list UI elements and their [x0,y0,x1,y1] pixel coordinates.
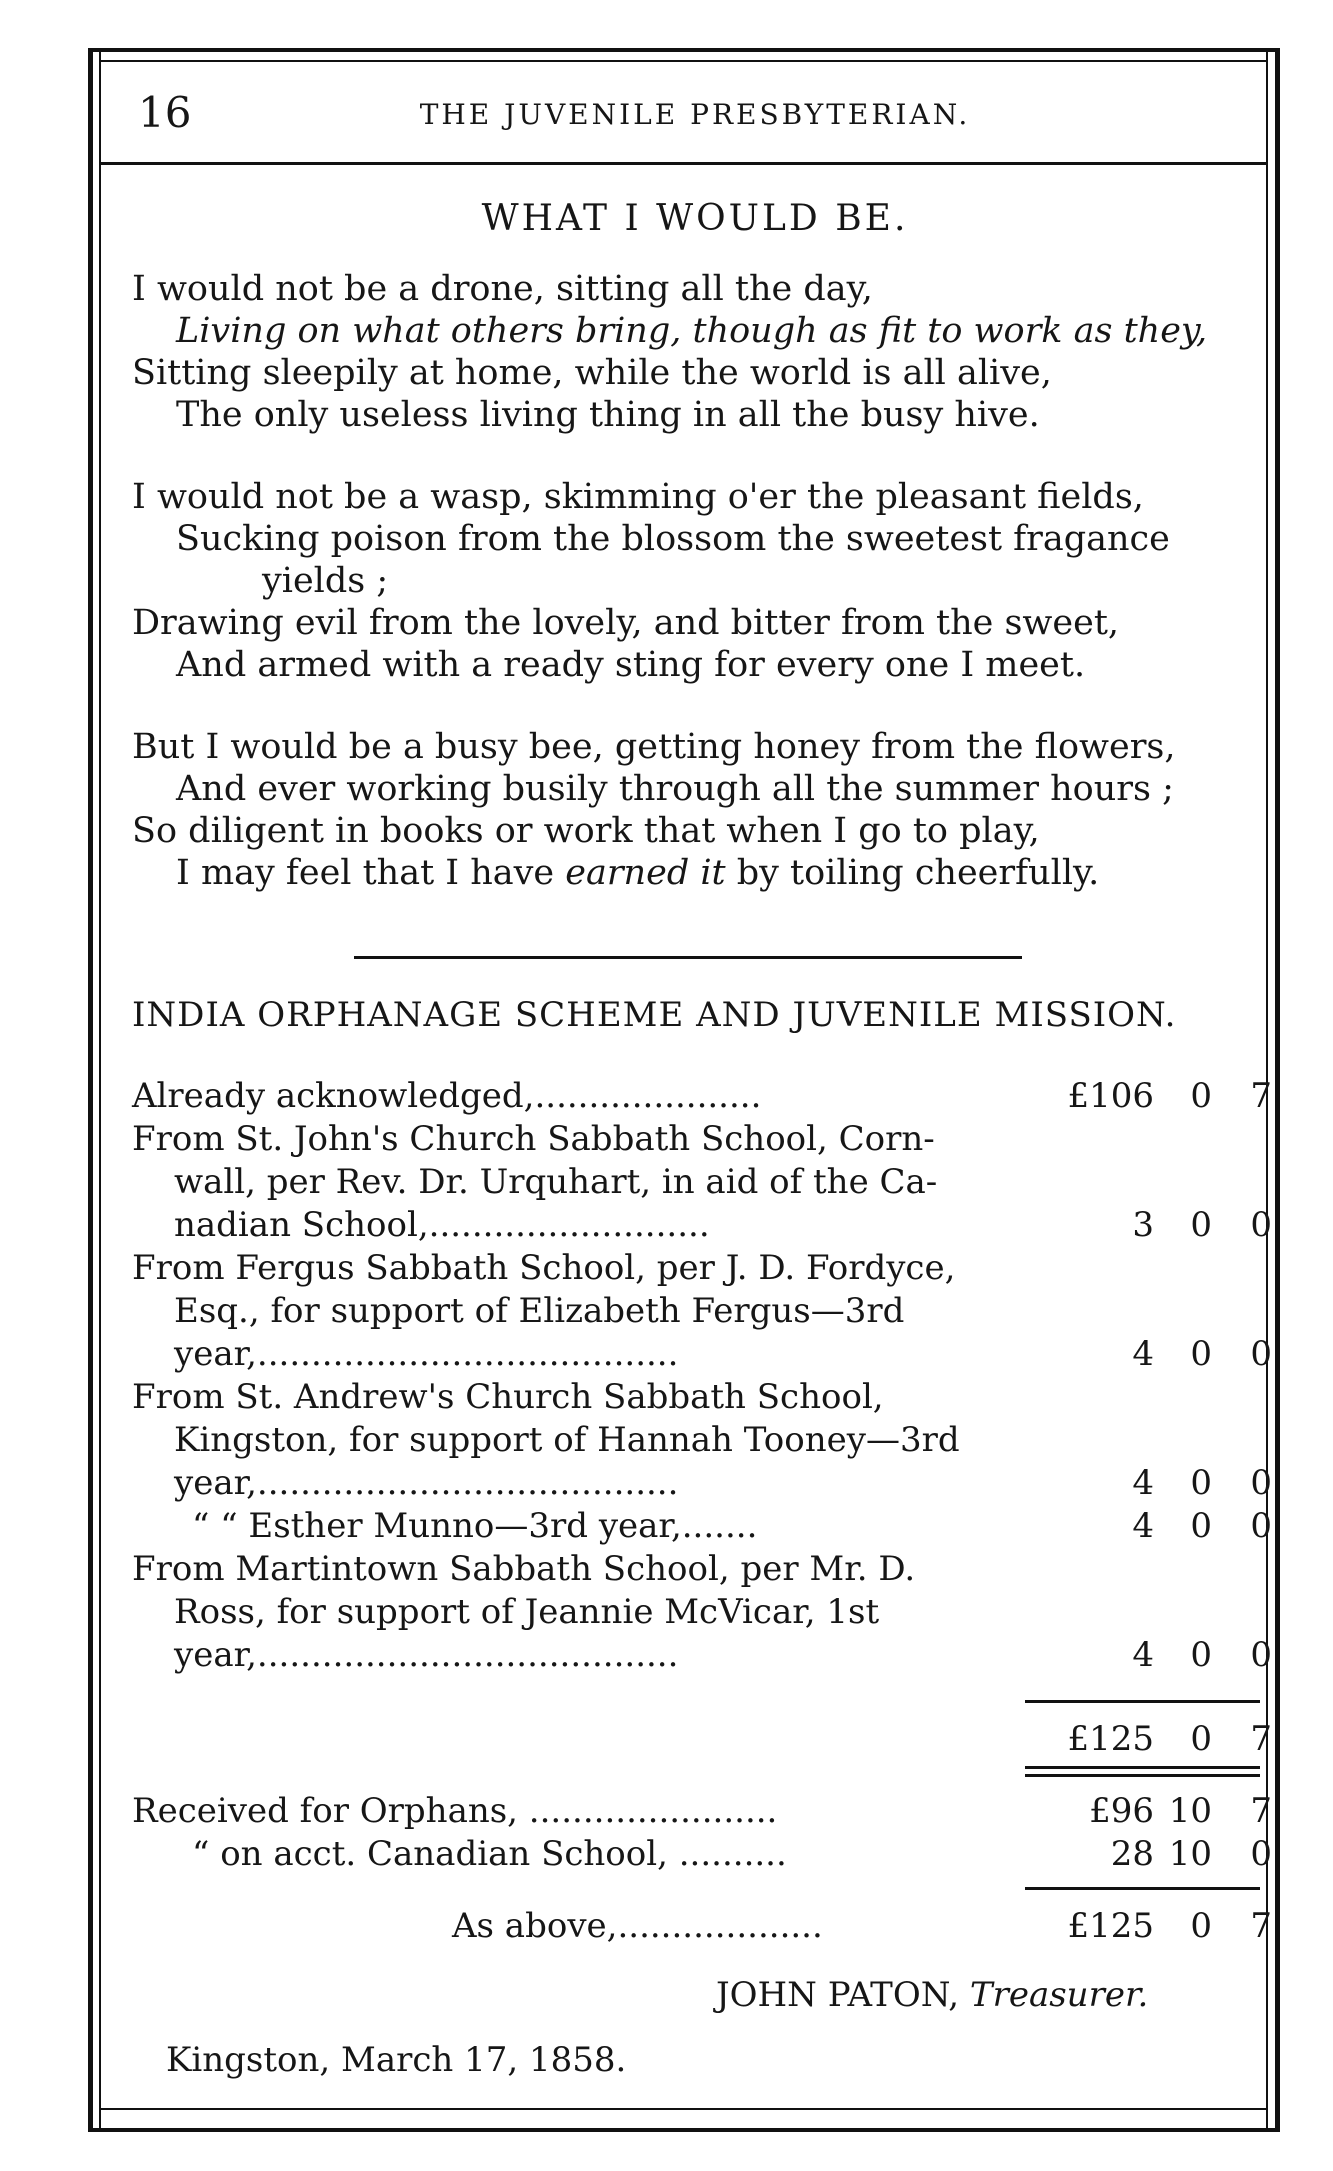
account-title: INDIA ORPHANAGE SCHEME AND JUVENILE MISSION. [132,995,1177,1035]
ledger-shillings: 10 [1168,1834,1212,1874]
stanza-gap [132,686,1272,726]
ledger-row [132,1790,1272,1833]
poem-line: And ever working busily through all the summer hours ; [176,769,1174,809]
ledger-text: wall, per Rev. Dr. Urquhart, in aid of the Ca- [174,1162,938,1202]
header-underline [99,162,1268,165]
section-divider [354,956,1022,959]
treasurer-signature [716,1975,1148,2015]
ledger-row [132,1204,1272,1247]
ledger-row [132,1718,1272,1761]
ledger-pence: 7 [1250,1076,1272,1116]
ledger-pence: 0 [1250,1506,1272,1546]
ledger-row [132,1161,1272,1204]
ledger-row [132,1462,1272,1505]
running-title: THE JUVENILE PRESBYTERIAN. [419,98,971,131]
ledger-shillings: 10 [1168,1791,1212,1831]
poem-title: WHAT I WOULD BE. [481,198,909,239]
ledger-pence: 0 [1250,1635,1272,1675]
ledger-total [132,1718,1272,1761]
ledger-text: From Fergus Sabbath School, per J. D. Fordyce, [132,1248,956,1288]
ledger-text: Received for Orphans, ....................... [132,1791,778,1831]
poem-line-part: I may feel that I have [176,853,566,893]
ledger-text: “ on acct. Canadian School, .......... [192,1834,787,1874]
ledger-shillings: 0 [1190,1906,1212,1946]
ledger-row [132,1376,1272,1419]
ledger-pounds: 3 [1132,1205,1154,1245]
ledger-text: year,....................................... [174,1463,679,1503]
poem-line: But I would be a busy bee, getting honey from the flowers, [132,727,1176,767]
total-pounds: £125 [1067,1719,1154,1759]
poem-line: I would not be a drone, sitting all the day, [132,269,873,309]
poem-line: And armed with a ready sting for every one I meet. [176,645,1086,685]
poem-line: Sitting sleepily at home, while the world is all alive, [132,353,1052,393]
ledger-pounds: 4 [1132,1463,1154,1503]
account-ledger [132,1075,1272,1677]
ledger-pounds: £96 [1089,1791,1154,1831]
ledger-text: nadian School,.......................... [174,1205,710,1245]
ledger-text: year,....................................... [174,1635,679,1675]
poem-line: I would not be a wasp, skimming o'er the pleasant fields, [132,477,1144,517]
top-border-inner [99,60,1268,62]
poem-line-part: by toiling cheerfully. [725,853,1100,893]
ledger-row [132,1075,1272,1118]
poem-line: Sucking poison from the blossom the sweetest fragance [176,519,1170,559]
left-border-inner [99,50,101,2130]
poem-body [132,268,1272,894]
ledger-row [132,1290,1272,1333]
ledger-shillings: 0 [1190,1506,1212,1546]
ledger-text: From Martintown Sabbath School, per Mr. D. [132,1549,916,1589]
ledger-pounds: 4 [1132,1334,1154,1374]
ledger-shillings: 0 [1190,1205,1212,1245]
ledger-row [132,1118,1272,1161]
ledger-pounds: 4 [1132,1506,1154,1546]
ledger-text: “ “ Esther Munno—3rd year,....... [192,1506,758,1546]
right-border-outer [1275,50,1280,2130]
page-number: 16 [138,88,192,137]
ledger-shillings: 0 [1190,1635,1212,1675]
ledger-text: From St. John's Church Sabbath School, Corn- [132,1119,935,1159]
ledger-text: Esq., for support of Elizabeth Fergus—3rd [174,1291,905,1331]
poem-line-italic: earned it [565,853,726,893]
stanza-gap [132,436,1272,476]
subtotal-rule [1025,1700,1260,1703]
page-header [130,84,1260,144]
ledger-pence: 0 [1250,1834,1272,1874]
ledger-as-above [132,1905,1272,1948]
ledger-text: year,....................................... [174,1334,679,1374]
treasurer-title: Treasurer. [969,1975,1149,2015]
ledger-row [132,1247,1272,1290]
poem-line [132,310,1272,352]
ledger-row [132,1634,1272,1677]
ledger-text: Kingston, for support of Hannah Tooney—3rd [174,1420,960,1460]
ledger-pence: 0 [1250,1334,1272,1374]
ledger-pence: 0 [1250,1205,1272,1245]
poem-line: yields ; [262,561,389,601]
ledger-pounds: 4 [1132,1635,1154,1675]
ledger-summary [132,1790,1272,1876]
ledger-row [132,1333,1272,1376]
total-double-rule-top [1025,1766,1260,1769]
ledger-shillings: 0 [1190,1334,1212,1374]
ledger-shillings: 0 [1190,1076,1212,1116]
total-double-rule-bottom [1025,1774,1260,1777]
poem-line-italic: Living on what others bring, though as fit to work as they, [176,311,1208,351]
ledger-row [132,1591,1272,1634]
ledger-row [132,1548,1272,1591]
ledger-pence: 0 [1250,1463,1272,1503]
ledger-pence: 7 [1250,1906,1272,1946]
poem-line: So diligent in books or work that when I go to play, [132,811,1040,851]
ledger-row [132,1419,1272,1462]
ledger-row [132,1505,1272,1548]
ledger-row [132,1833,1272,1876]
bottom-border-inner [99,2108,1268,2110]
left-border-outer [88,50,93,2130]
poem-line [132,852,1272,894]
ledger-shillings: 0 [1190,1463,1212,1503]
ledger-pounds: £125 [1067,1906,1154,1946]
ledger-row [132,1905,1272,1948]
ledger-pounds: 28 [1110,1834,1154,1874]
bottom-border-outer [88,2128,1280,2132]
ledger-text: Ross, for support of Jeannie McVicar, 1st [174,1592,880,1632]
treasurer-name: JOHN PATON, [716,1975,970,2015]
total-pence: 7 [1250,1719,1272,1759]
poem-line: Drawing evil from the lovely, and bitter from the sweet, [132,603,1120,643]
ledger-text: As above,................... [452,1906,823,1946]
ledger-pence: 7 [1250,1791,1272,1831]
top-border-outer [88,48,1280,52]
total-shillings: 0 [1190,1719,1212,1759]
ledger-pounds: £106 [1067,1076,1154,1116]
ledger-text: From St. Andrew's Church Sabbath School, [132,1377,884,1417]
dateline: Kingston, March 17, 1858. [166,2040,627,2080]
ledger-text: Already acknowledged,..................... [132,1076,762,1116]
as-above-rule [1025,1887,1260,1890]
poem-line: The only useless living thing in all the busy hive. [176,395,1040,435]
